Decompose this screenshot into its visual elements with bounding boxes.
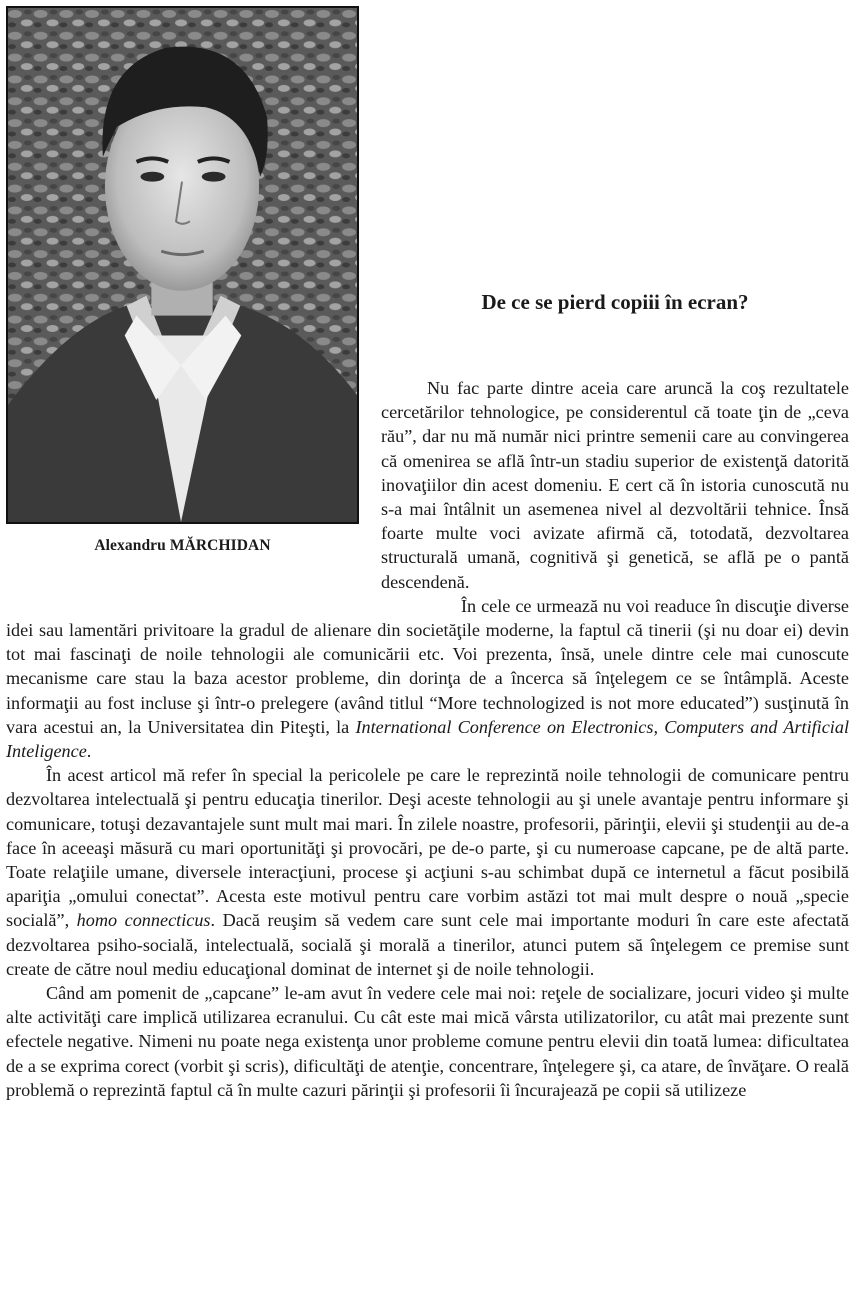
paragraph-3-text: În acest articol mă refer în special la pericolele pe care le reprezintă noile tehnologii de comunicare pentru dezvoltarea intelectuală şi pentru educaţia tinerilor. Deşi aceste tehnologii au şi unele avantaje pentru informare şi comunicare, totuşi dezavantajele sunt mult mai mari. În zilele noastre, profesorii, părinţii, elevii şi studenţii au de-a face în aceeaşi măsură cu mari oportunităţi şi provocări, pe de-o parte, şi cu numeroase capcane, pe de altă parte. Toate relaţiile umane, diversele interacţiuni, procese şi acţiuni s-au schimbat după ce internetul a făcut posibilă apariţia „omului conectat”. Acesta este motivul pentru care vorbim astăzi tot mai mult despre o nouă „specie socială”, (6, 765, 849, 931)
paragraph-2 (6, 594, 849, 763)
conference-name: International Conference on Electronics, Computers and Artificial Inteligence (6, 716, 850, 762)
paragraph-2-end: . (86, 741, 92, 762)
photo-float-spacer (6, 376, 381, 596)
paragraph-1: Nu fac parte dintre aceia care aruncă la coş rezultatele cercetărilor tehnologice, pe considerentul că toate ţin de „ceva rău”, dar nu mă număr nici printre semenii care au convingerea că omenirea se află într-un stadiu superior de existenţă datorită inovaţiilor din acest domeniu. E cert că în istoria cunoscută nu s-a mai întâlnit un asemenea nivel al dezvoltării tehnice. Însă foarte multe voci avizate afirmă că, totodată, dezvoltarea structurală umană, cognitivă şi genetică, se află pe o pantă descendenă. (381, 378, 849, 592)
paragraph-4: Când am pomenit de „capcane” le-am avut în vedere cele mai noi: reţele de socializare, jocuri video şi multe alte activităţi care implică utilizarea ecranului. Cu cât este mai mică vârsta utilizatorilor, cu atât mai prezente sunt efectele negative. Nimeni nu poate nega existenţa unor probleme comune pentru elevii din toată lumea: dificultatea de a se exprima corect (vorbit şi scris), dificultăţi de atenţie, concentrare, înţelegere şi, ca atare, de învăţare. O reală problemă o reprezintă faptul că în multe cazuri părinţii şi profesorii îi încurajează pe copii să utilizeze (6, 983, 849, 1100)
homo-connecticus-term: homo connecticus (76, 910, 211, 931)
article-title: De ce se pierd copiii în ecran? (481, 290, 749, 314)
article-body (6, 376, 849, 1102)
paragraph-2-text: În cele ce urmează nu voi readuce în discuţie diverse idei sau lamentări privitoare la gradul de alienare din societăţile moderne, la faptul că tinerii (şi nu doar ei) devin tot mai fascinaţi de noile tehnologii ale comunicării etc. Voi prezenta, însă, unele dintre cele mai cunoscute mecanisme care stau la baza acestor probleme, din dorinţa de a încerca să înţelegem ce se întâmplă. Aceste informaţii au fost incluse şi într-o prelegere (având titlul “More technologized is not more educated”) susţinută în vara acestui an, la Universitatea din Piteşti, la (6, 595, 849, 737)
paragraph-3 (6, 763, 849, 981)
photo-caption: Alexandru MĂRCHIDAN (94, 537, 271, 554)
paragraph-3-end: . Dacă reuşim să vedem care sunt cele mai importante moduri în care este afectată dezvoltarea psiho-socială, intelectuală, socială şi morală a tinerilor, atunci putem să înţelegem ce premise sunt create de către noul mediu educaţional dominat de internet şi de noile tehnologii. (6, 910, 849, 979)
